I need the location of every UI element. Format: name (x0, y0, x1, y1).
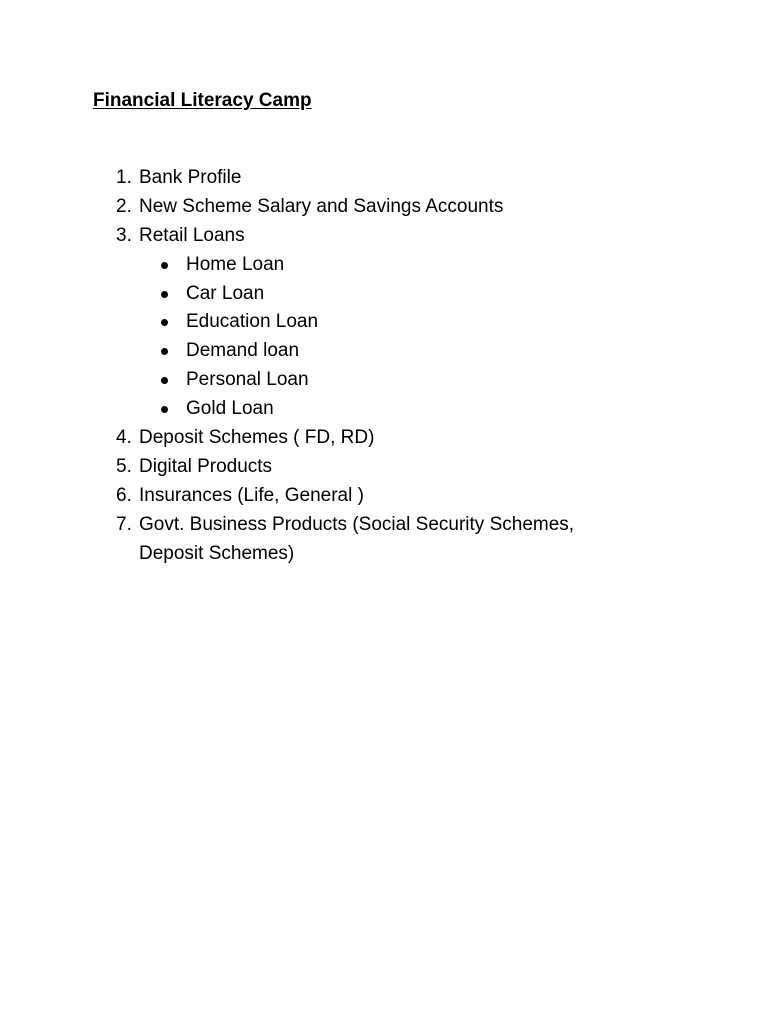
agenda-list (0, 164, 768, 568)
item-number: 4. (116, 427, 132, 449)
item-text: Retail Loans (139, 224, 245, 246)
sub-list-item (0, 308, 768, 337)
item-number: 7. (116, 513, 132, 535)
sub-item-text: Education Loan (186, 311, 319, 333)
sub-list-item (0, 395, 768, 424)
sub-list-item (0, 337, 768, 366)
bullet-icon (161, 291, 168, 298)
sub-item-text: Demand loan (186, 340, 300, 362)
item-number: 3. (116, 224, 132, 246)
item-number: 2. (116, 195, 132, 217)
bullet-icon (161, 319, 168, 326)
item-text: New Scheme Salary and Savings Accounts (139, 195, 504, 217)
list-item (0, 222, 768, 251)
bullet-icon (161, 406, 168, 413)
item-number: 1. (116, 167, 132, 188)
sub-list-item (0, 280, 768, 309)
list-item (0, 453, 768, 482)
list-item (0, 193, 768, 222)
document-title: Financial Literacy Camp (93, 90, 312, 111)
bullet-icon (161, 377, 168, 384)
item-text: Bank Profile (139, 167, 242, 188)
list-item (0, 511, 768, 540)
sub-item-text: Personal Loan (186, 369, 309, 391)
item-text: Digital Products (139, 455, 273, 477)
bullet-icon (161, 348, 168, 355)
sub-list-item (0, 366, 768, 395)
list-item (0, 482, 768, 511)
item-text: Govt. Business Products (Social Security Schemes, (139, 513, 575, 535)
sub-item-text: Home Loan (186, 253, 285, 275)
item-number: 6. (116, 484, 132, 506)
list-item-continuation (0, 540, 768, 569)
item-text: Deposit Schemes ( FD, RD) (139, 427, 375, 449)
sub-item-text: Car Loan (186, 282, 265, 304)
sub-list-item (0, 251, 768, 280)
item-text-continuation: Deposit Schemes) (139, 542, 295, 564)
bullet-icon (161, 262, 168, 269)
item-text: Insurances (Life, General ) (139, 484, 364, 506)
item-number: 5. (116, 455, 132, 477)
list-item (0, 424, 768, 453)
sub-item-text: Gold Loan (186, 398, 274, 420)
list-item (0, 164, 768, 193)
